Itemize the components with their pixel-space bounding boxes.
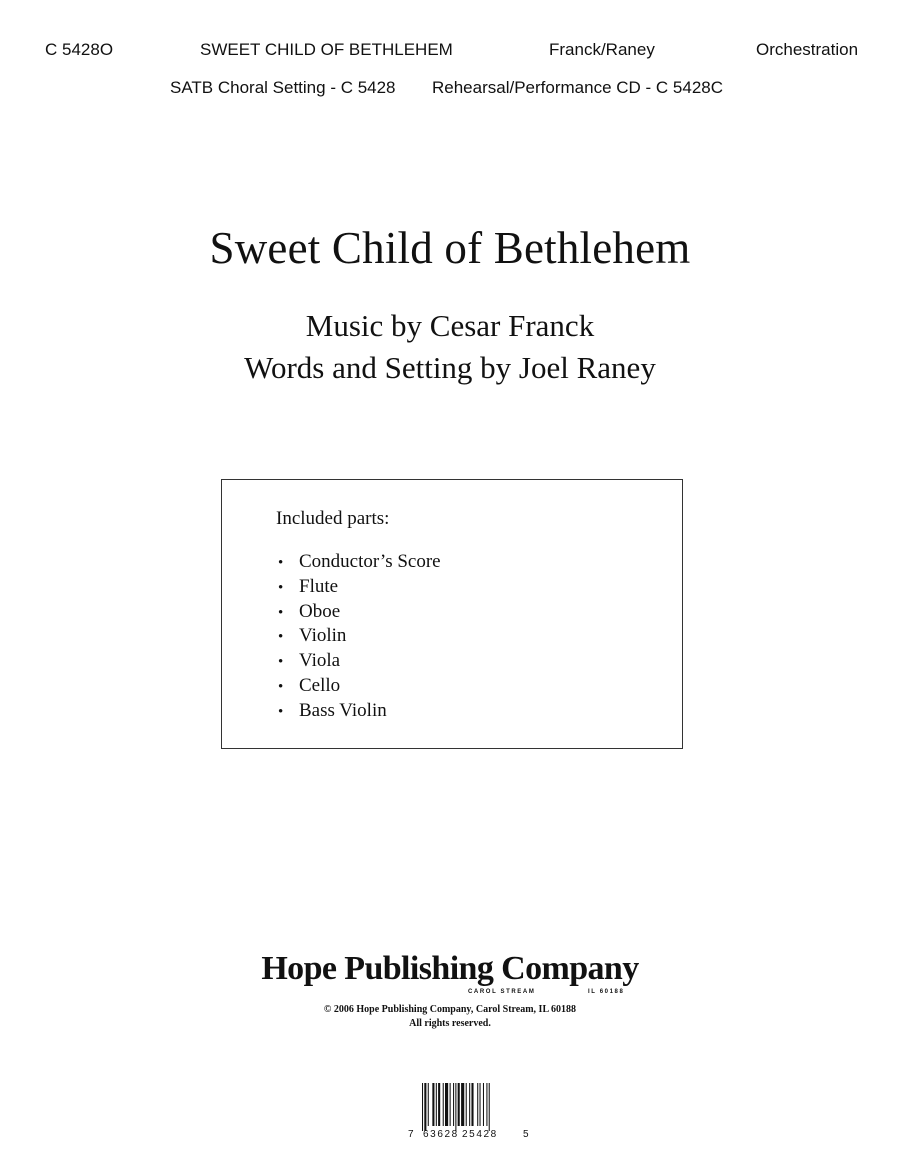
barcode-digits-left: 63628 <box>423 1129 459 1140</box>
barcode-bar <box>450 1083 451 1126</box>
barcode-bar <box>443 1083 444 1126</box>
parts-list <box>278 550 441 724</box>
barcode-bar <box>469 1083 470 1126</box>
barcode-bar <box>461 1083 464 1126</box>
music-credit: Music by Cesar Franck <box>305 308 595 343</box>
words-credit: Words and Setting by Joel Raney <box>244 350 656 385</box>
logo-state: IL 60188 <box>588 989 625 995</box>
barcode-bar <box>455 1083 456 1131</box>
included-parts-box <box>221 479 683 749</box>
barcode-digits-right: 25428 <box>462 1129 498 1140</box>
barcode-bar <box>453 1083 454 1126</box>
barcode-bar <box>489 1083 490 1131</box>
part-label: Flute <box>299 575 339 597</box>
barcode-digit-last: 5 <box>523 1129 529 1140</box>
list-item <box>278 624 441 649</box>
parts-heading: Included parts: <box>276 508 390 529</box>
barcode-bar <box>471 1083 473 1126</box>
bullet-icon: • <box>278 555 284 571</box>
header-composer: Franck/Raney <box>549 40 655 59</box>
barcode-bar <box>436 1083 437 1126</box>
barcode-bar <box>477 1083 478 1126</box>
rights-notice: All rights reserved. <box>409 1018 491 1029</box>
logo-city: CAROL STREAM <box>468 989 536 995</box>
bullet-icon: • <box>278 579 284 596</box>
list-item <box>278 699 441 724</box>
barcode-bar <box>458 1083 460 1126</box>
barcode-bar <box>428 1083 429 1126</box>
barcode-bar <box>466 1083 467 1126</box>
header-title: SWEET CHILD OF BETHLEHEM <box>200 40 453 59</box>
page-title: Sweet Child of Bethlehem <box>209 223 691 273</box>
bullet-icon: • <box>278 654 284 671</box>
list-item <box>278 674 441 699</box>
barcode-bar <box>438 1083 440 1126</box>
header-edition-type: Orchestration <box>756 40 859 59</box>
publisher-logo: Hope Publishing Company <box>261 950 639 987</box>
bullet-icon: • <box>278 703 284 720</box>
part-label: Bass Violin <box>299 699 387 721</box>
catalog-code: C 5428O <box>45 40 114 59</box>
barcode-bar <box>486 1083 487 1126</box>
barcode-digit-first: 7 <box>408 1129 414 1140</box>
cd-ref: Rehearsal/Performance CD - C 5428C <box>432 78 724 97</box>
list-item <box>278 575 441 600</box>
barcode-bar <box>424 1083 426 1131</box>
barcode-icon <box>420 1083 524 1131</box>
list-item <box>278 600 441 625</box>
list-item <box>278 649 441 674</box>
copyright-notice: © 2006 Hope Publishing Company, Carol Stream, IL 60188 <box>323 1004 577 1015</box>
bullet-icon: • <box>278 604 284 621</box>
choral-setting-ref: SATB Choral Setting - C 5428 <box>170 78 396 97</box>
bullet-icon: • <box>278 629 284 646</box>
barcode-bar <box>445 1083 448 1126</box>
part-label: Violin <box>299 625 347 647</box>
part-label: Cello <box>299 674 341 696</box>
part-label: Viola <box>299 650 341 672</box>
barcode-bar <box>480 1083 481 1126</box>
list-item <box>278 550 441 575</box>
barcode-bar <box>432 1083 434 1126</box>
barcode-bar <box>483 1083 484 1126</box>
part-label: Conductor’s Score <box>299 551 441 572</box>
barcode-bar <box>422 1083 423 1131</box>
bullet-icon: • <box>278 678 284 695</box>
part-label: Oboe <box>299 600 341 622</box>
